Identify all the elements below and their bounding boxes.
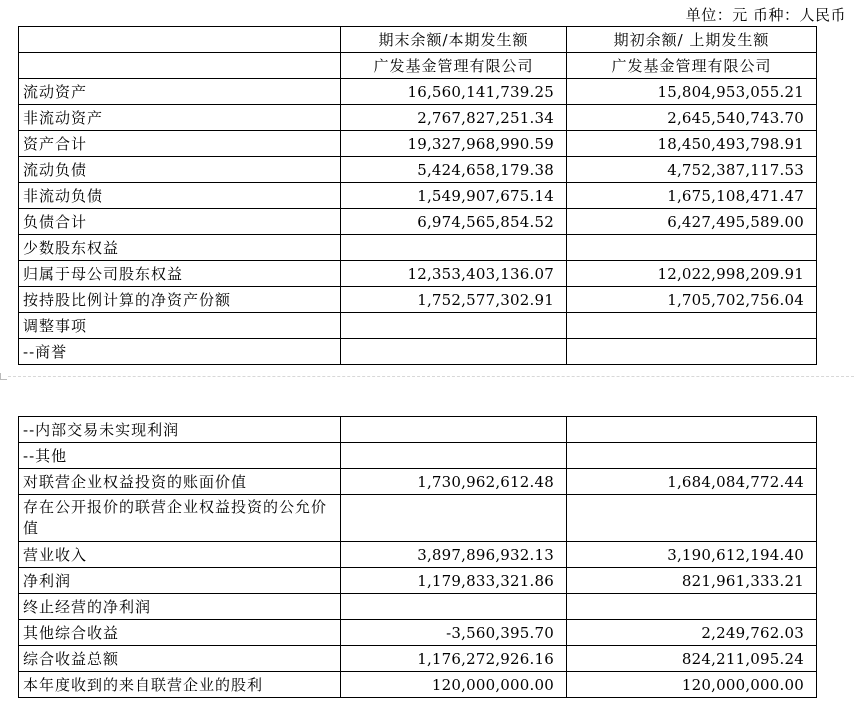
table-row xyxy=(19,157,817,183)
table-row xyxy=(19,672,817,698)
page-break-line xyxy=(8,376,854,377)
prior-value: 2,645,540,743.70 xyxy=(567,105,817,131)
current-value xyxy=(341,235,567,261)
prior-value xyxy=(567,313,817,339)
current-value: 16,560,141,739.25 xyxy=(341,79,567,105)
current-value: 1,549,907,675.14 xyxy=(341,183,567,209)
row-label: 归属于母公司股东权益 xyxy=(19,261,341,287)
prior-value: 12,022,998,209.91 xyxy=(567,261,817,287)
current-value: 5,424,658,179.38 xyxy=(341,157,567,183)
header-blank-cell xyxy=(19,27,341,53)
table-row xyxy=(19,495,817,542)
table-row xyxy=(19,417,817,443)
prior-value: 2,249,762.03 xyxy=(567,620,817,646)
header-row-company xyxy=(19,53,817,79)
prior-value xyxy=(567,339,817,365)
row-label: 本年度收到的来自联营企业的股利 xyxy=(19,672,341,698)
table-row xyxy=(19,443,817,469)
prior-value xyxy=(567,417,817,443)
header-company-prior: 广发基金管理有限公司 xyxy=(567,53,817,79)
header-blank-cell xyxy=(19,53,341,79)
table-row xyxy=(19,339,817,365)
current-value: 1,752,577,302.91 xyxy=(341,287,567,313)
associate-financials-table-top xyxy=(18,26,817,365)
row-label: 净利润 xyxy=(19,568,341,594)
table-row xyxy=(19,594,817,620)
row-label: 调整事项 xyxy=(19,313,341,339)
table-row xyxy=(19,235,817,261)
current-value: 3,897,896,932.13 xyxy=(341,542,567,568)
prior-value: 824,211,095.24 xyxy=(567,646,817,672)
current-value xyxy=(341,417,567,443)
prior-value: 6,427,495,589.00 xyxy=(567,209,817,235)
header-company-current: 广发基金管理有限公司 xyxy=(341,53,567,79)
table-row xyxy=(19,646,817,672)
prior-value xyxy=(567,235,817,261)
prior-value: 1,705,702,756.04 xyxy=(567,287,817,313)
table-row xyxy=(19,620,817,646)
prior-value xyxy=(567,594,817,620)
row-label: 少数股东权益 xyxy=(19,235,341,261)
table-row xyxy=(19,261,817,287)
row-label: 对联营企业权益投资的账面价值 xyxy=(19,469,341,495)
row-label: --其他 xyxy=(19,443,341,469)
current-value: 1,730,962,612.48 xyxy=(341,469,567,495)
prior-value: 120,000,000.00 xyxy=(567,672,817,698)
table-row xyxy=(19,131,817,157)
row-label: 按持股比例计算的净资产份额 xyxy=(19,287,341,313)
page-break-separator xyxy=(0,373,854,381)
current-value: -3,560,395.70 xyxy=(341,620,567,646)
row-label: 流动负债 xyxy=(19,157,341,183)
current-value: 1,179,833,321.86 xyxy=(341,568,567,594)
current-value xyxy=(341,313,567,339)
table-row xyxy=(19,313,817,339)
prior-value: 18,450,493,798.91 xyxy=(567,131,817,157)
prior-value: 15,804,953,055.21 xyxy=(567,79,817,105)
header-row-period xyxy=(19,27,817,53)
table-row xyxy=(19,79,817,105)
prior-value: 3,190,612,194.40 xyxy=(567,542,817,568)
header-prior-period: 期初余额/ 上期发生额 xyxy=(567,27,817,53)
current-value xyxy=(341,495,567,542)
associate-financials-table-bottom xyxy=(18,416,817,698)
row-label: 资产合计 xyxy=(19,131,341,157)
table-row xyxy=(19,287,817,313)
current-value xyxy=(341,339,567,365)
table-row xyxy=(19,183,817,209)
row-label: 存在公开报价的联营企业权益投资的公允价值 xyxy=(19,495,341,542)
table-row xyxy=(19,568,817,594)
header-current-period: 期末余额/本期发生额 xyxy=(341,27,567,53)
current-value: 12,353,403,136.07 xyxy=(341,261,567,287)
prior-value xyxy=(567,495,817,542)
current-value: 120,000,000.00 xyxy=(341,672,567,698)
row-label: --内部交易未实现利润 xyxy=(19,417,341,443)
prior-value: 4,752,387,117.53 xyxy=(567,157,817,183)
prior-value: 821,961,333.21 xyxy=(567,568,817,594)
table-row xyxy=(19,469,817,495)
row-label: 营业收入 xyxy=(19,542,341,568)
table-row xyxy=(19,209,817,235)
current-value: 2,767,827,251.34 xyxy=(341,105,567,131)
current-value xyxy=(341,594,567,620)
current-value: 1,176,272,926.16 xyxy=(341,646,567,672)
row-label: 其他综合收益 xyxy=(19,620,341,646)
current-value: 19,327,968,990.59 xyxy=(341,131,567,157)
row-label: 非流动负债 xyxy=(19,183,341,209)
row-label: 负债合计 xyxy=(19,209,341,235)
current-value xyxy=(341,443,567,469)
row-label: 非流动资产 xyxy=(19,105,341,131)
prior-value: 1,675,108,471.47 xyxy=(567,183,817,209)
table-row xyxy=(19,542,817,568)
prior-value: 1,684,084,772.44 xyxy=(567,469,817,495)
row-label: --商誉 xyxy=(19,339,341,365)
current-value: 6,974,565,854.52 xyxy=(341,209,567,235)
row-label: 终止经营的净利润 xyxy=(19,594,341,620)
unit-currency-note: 单位：元 币种：人民币 xyxy=(685,6,846,24)
page-break-mark xyxy=(0,373,7,380)
prior-value xyxy=(567,443,817,469)
table-row xyxy=(19,105,817,131)
row-label: 流动资产 xyxy=(19,79,341,105)
row-label: 综合收益总额 xyxy=(19,646,341,672)
